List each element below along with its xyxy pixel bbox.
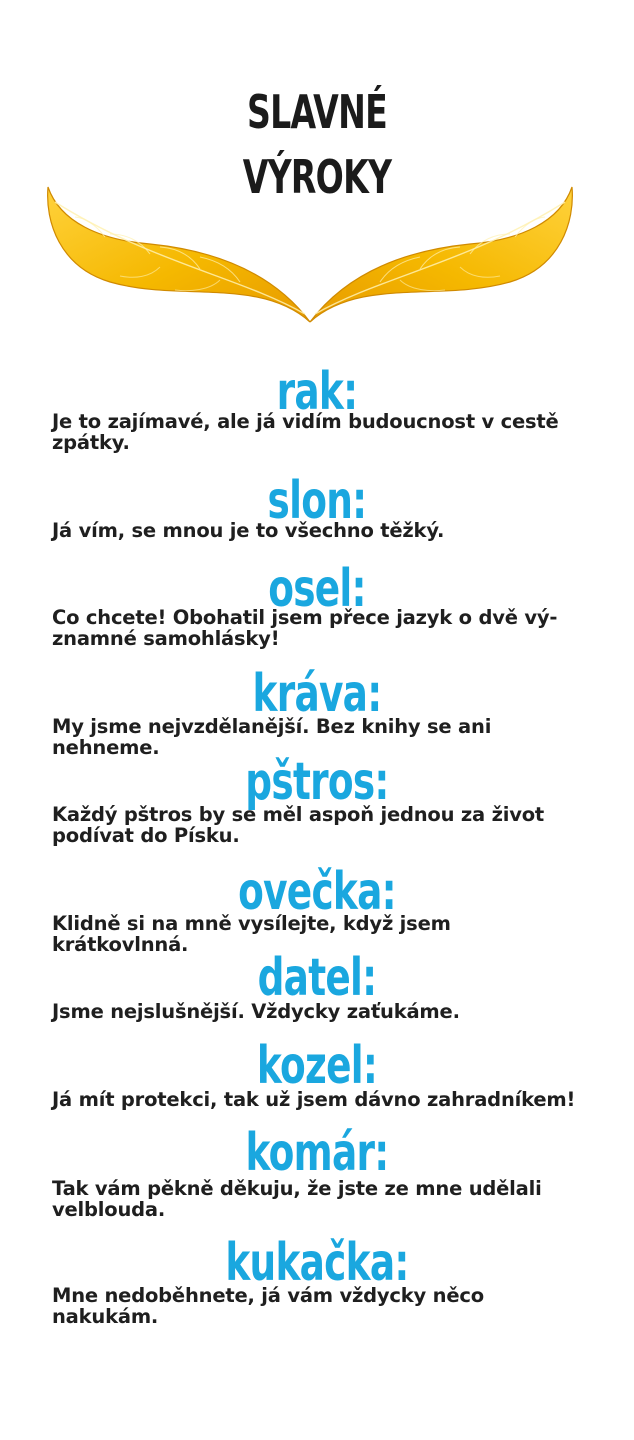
animal-name-osel: osel: bbox=[268, 559, 366, 619]
quote-pstros: Každý pštros by se měl aspoň jednou za život podívat do Písku. bbox=[52, 803, 545, 847]
animal-name-ovecka: ovečka: bbox=[238, 862, 396, 922]
quote-krava: My jsme nejvzdělanější. Bez knihy se ani nehneme. bbox=[52, 715, 492, 759]
quote-ovecka: Klidně si na mně vysílejte, když jsem krátkovlnná. bbox=[52, 912, 451, 956]
animal-name-rak: rak: bbox=[276, 362, 358, 422]
quote-rak: Je to zajímavé, ale já vidím budoucnost v cestě zpátky. bbox=[52, 410, 559, 454]
animal-name-kukacka: kukačka: bbox=[225, 1233, 409, 1293]
animal-name-komar: komár: bbox=[245, 1123, 389, 1183]
quote-osel: Co chcete! Obohatil jsem přece jazyk o dvě vý-znamné samohlásky! bbox=[52, 606, 558, 650]
animal-name-krava: kráva: bbox=[252, 664, 382, 724]
page-title-line-2: VÝROKY bbox=[242, 150, 392, 204]
quote-komar: Tak vám pěkně děkuju, že jste ze mne udělali velblouda. bbox=[52, 1177, 542, 1221]
page-title-line-1: SLAVNÉ bbox=[246, 85, 387, 139]
animal-name-pstros: pštros: bbox=[245, 752, 389, 812]
animal-name-slon: slon: bbox=[267, 471, 367, 531]
quote-datel: Jsme nejslušnější. Vždycky zaťukáme. bbox=[52, 1000, 460, 1023]
quote-kukacka: Mne nedoběhnete, já vám vždycky něco nakukám. bbox=[52, 1284, 484, 1328]
golden-leaves-icon bbox=[40, 182, 580, 332]
animal-name-kozel: kozel: bbox=[256, 1036, 378, 1096]
quote-kozel: Já mít protekci, tak už jsem dávno zahradníkem! bbox=[52, 1088, 576, 1111]
quote-slon: Já vím, se mnou je to všechno těžký. bbox=[52, 519, 445, 542]
animal-name-datel: datel: bbox=[257, 948, 377, 1008]
